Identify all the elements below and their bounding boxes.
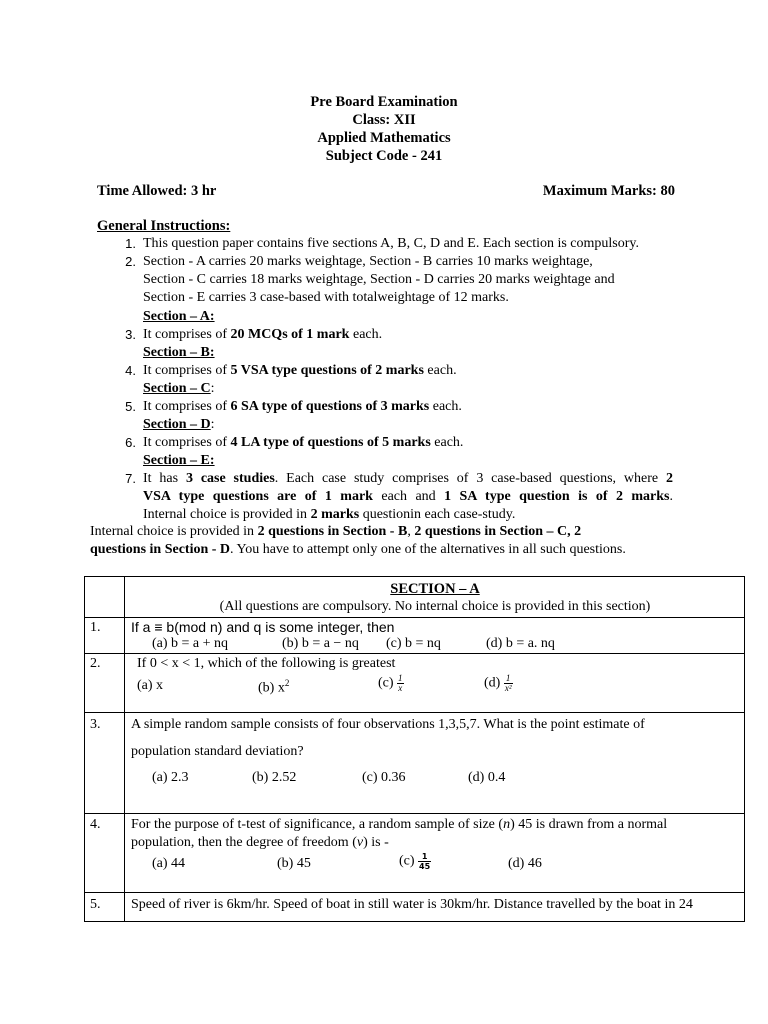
option-c: (c) $\frac{1}{x}$: [378, 673, 403, 693]
time-allowed: Time Allowed: 3 hr: [97, 183, 217, 199]
option-b: (b) b = a − nq: [282, 636, 359, 651]
section-heading: Section – C:: [143, 381, 215, 396]
table-row-divider: [84, 813, 745, 814]
instruction-text: VSA type questions are of 1 mark each and 1 SA type question is of 2 marks.: [143, 489, 673, 504]
instruction-text: Section - A carries 20 marks weightage, Section - B carries 10 marks weightage,: [143, 254, 593, 269]
question-text: For the purpose of t-test of significance, a random sample of size (n) 45 is drawn from a normal: [131, 817, 668, 832]
table-row-divider: [84, 712, 745, 713]
subject-code: Subject Code - 241: [325, 148, 443, 164]
instruction-number: 3.: [125, 327, 136, 342]
table-row-divider: [84, 892, 745, 893]
question-number: 1.: [90, 620, 101, 635]
section-heading: Section – B:: [143, 345, 215, 360]
question-number: 5.: [90, 897, 101, 912]
instruction-text: Section - C carries 18 marks weightage, Section - D carries 20 marks weightage and: [143, 272, 615, 287]
class-label: Class: XII: [352, 112, 416, 128]
option-a: (a) 2.3: [152, 770, 189, 785]
option-b: (b) 2.52: [252, 770, 297, 785]
option-c: (c) b = nq: [386, 636, 441, 651]
option-a: (a) b = a + nq: [152, 636, 229, 651]
question-text: Speed of river is 6km/hr. Speed of boat in still water is 30km/hr. Distance travelled by the boat in 24: [131, 897, 693, 912]
instruction-number: 6.: [125, 435, 136, 450]
instruction-text: It comprises of 4 LA type of questions of 5 marks each.: [143, 435, 464, 450]
instruction-number: 2.: [125, 254, 136, 269]
question-text: If a ≡ b(mod n) and q is some integer, then: [131, 619, 395, 635]
question-number: 2.: [90, 656, 101, 671]
option-d: (d) $\frac{1}{\text{x²}}$: [484, 673, 512, 693]
question-text: population, then the degree of freedom (v) is -: [131, 835, 389, 850]
table-divider: [124, 576, 125, 922]
section-a-title: SECTION – A: [390, 581, 480, 597]
instruction-text: Section - E carries 3 case-based with totalweightage of 12 marks.: [143, 290, 509, 305]
question-number: 3.: [90, 717, 101, 732]
option-c: (c) 0.36: [362, 770, 406, 785]
option-a: (a) x: [137, 678, 164, 693]
section-heading: Section – E:: [143, 453, 215, 468]
instruction-number: 5.: [125, 399, 136, 414]
subject-name: Applied Mathematics: [317, 130, 451, 146]
section-heading: Section – A:: [143, 309, 215, 324]
question-text: If 0 < x < 1, which of the following is greatest: [137, 656, 396, 671]
option-d: (d) b = a. nq: [486, 636, 555, 651]
option-b: (b) $x^2$: [258, 678, 290, 696]
question-number: 4.: [90, 817, 101, 832]
instruction-number: 1.: [125, 236, 136, 251]
exam-title: Pre Board Examination: [310, 94, 458, 110]
table-row-divider: [84, 653, 745, 654]
maximum-marks: Maximum Marks: 80: [542, 183, 675, 199]
instruction-text: This question paper contains five sections A, B, C, D and E. Each section is compulsory.: [143, 236, 640, 251]
internal-choice-note: Internal choice is provided in 2 questions in Section - B, 2 questions in Section – C, 2: [90, 524, 582, 539]
general-instructions-title: General Instructions:: [97, 218, 231, 234]
instruction-number: 7.: [125, 471, 136, 486]
question-text: population standard deviation?: [131, 744, 304, 759]
instruction-number: 4.: [125, 363, 136, 378]
option-d: (d) 46: [508, 856, 542, 871]
option-d: (d) 0.4: [468, 770, 506, 785]
option-a: (a) 44: [152, 856, 186, 871]
option-c: (c) $\frac{1}{45}$: [399, 852, 431, 871]
instruction-text: It comprises of 6 SA type of questions of 3 marks each.: [143, 399, 462, 414]
instruction-text: It comprises of 20 MCQs of 1 mark each.: [143, 327, 383, 342]
instruction-text: It has 3 case studies. Each case study comprises of 3 case-based questions, where 2: [143, 471, 673, 486]
internal-choice-note: questions in Section - D. You have to attempt only one of the alternatives in all such questions.: [90, 542, 626, 557]
option-b: (b) 45: [277, 856, 311, 871]
section-heading: Section – D:: [143, 417, 215, 432]
instruction-text: It comprises of 5 VSA type questions of 2 marks each.: [143, 363, 457, 378]
instruction-text: Internal choice is provided in 2 marks questionin each case-study.: [143, 507, 516, 522]
section-a-note: (All questions are compulsory. No internal choice is provided in this section): [219, 599, 651, 614]
question-text: A simple random sample consists of four observations 1,3,5,7. What is the point estimate of: [131, 717, 645, 732]
